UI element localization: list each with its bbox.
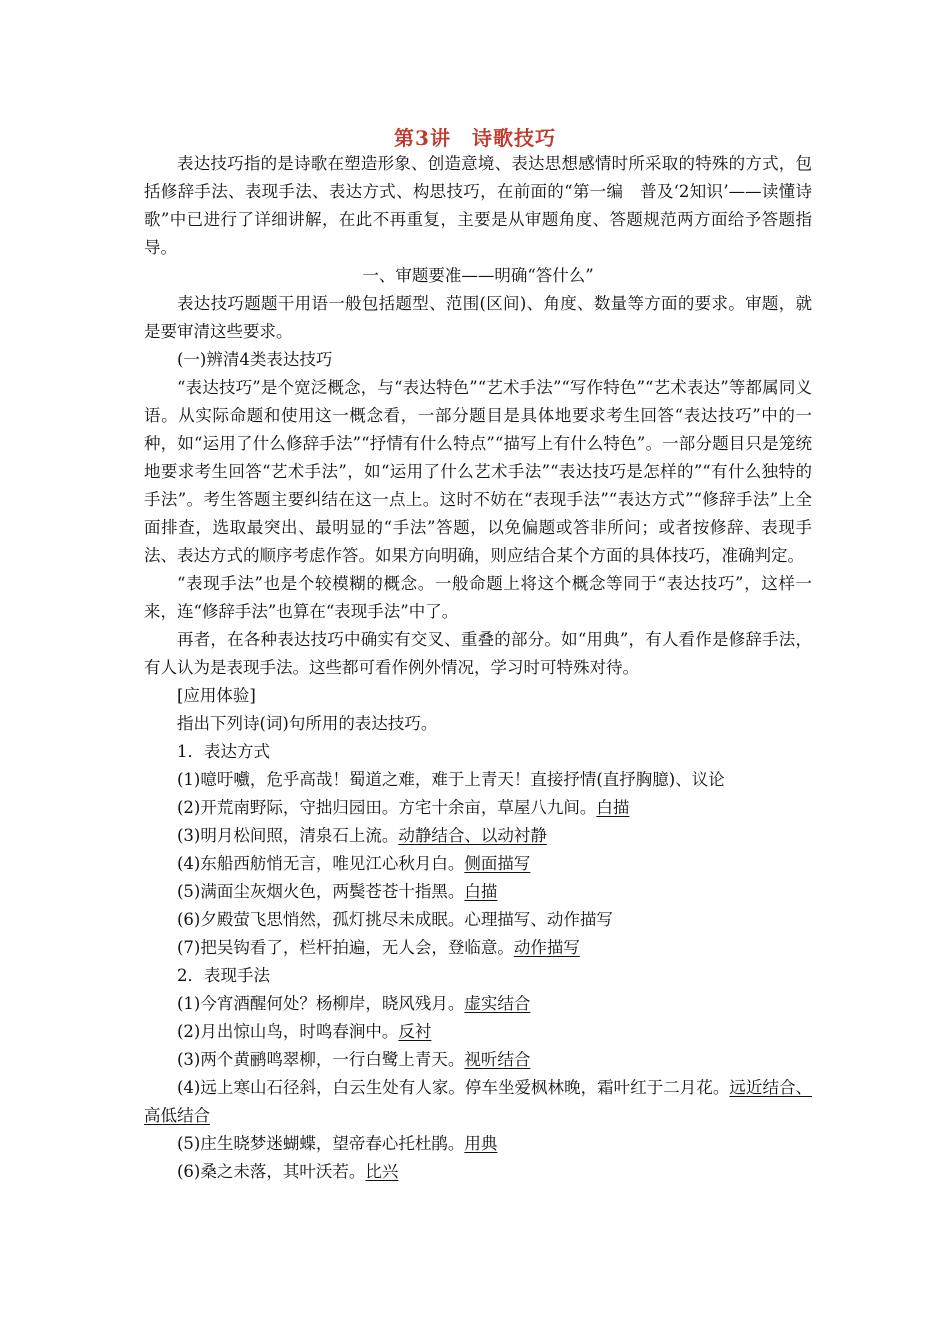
- exercise-question: (3)两个黄鹂鸣翠柳，一行白鹭上青天。: [177, 1050, 465, 1069]
- exercise-answer: 侧面描写: [464, 854, 531, 873]
- exercise-answer: 心理描写、动作描写: [464, 910, 613, 929]
- exercise-answer: 动静结合、以动衬静: [398, 826, 547, 845]
- exercise-question: (7)把吴钩看了，栏杆拍遍，无人会，登临意。: [177, 938, 514, 957]
- group-heading: 2．表现手法: [177, 966, 270, 985]
- exercise-answer: 视听结合: [464, 1050, 531, 1069]
- exercise-answer: 反衬: [398, 1022, 432, 1041]
- exercise-question: (1)今宵酒醒何处？杨柳岸，晓风残月。: [177, 994, 465, 1013]
- exercise-item: [144, 850, 812, 878]
- exercise-answer: 用典: [464, 1134, 498, 1153]
- exercise-item: [144, 934, 812, 962]
- exercise-item: [144, 1074, 812, 1130]
- exercise-answer: 白描: [596, 798, 630, 817]
- exercise-item: [144, 794, 812, 822]
- exercise-answer: 白描: [464, 882, 498, 901]
- paragraph-overlap: 再者，在各种表达技巧中确实有交叉、重叠的部分。如“用典”，有人看作是修辞手法，有人认为是表现手法。这些都可看作例外情况，学习时可特殊对待。: [144, 630, 812, 677]
- exercise-question: (4)远上寒山石径斜，白云生处有人家。停车坐爱枫林晚，霜叶红于二月花。: [177, 1078, 730, 1097]
- exercise-question: (6)桑之未落，其叶沃若。: [177, 1162, 366, 1181]
- exercise-question: (2)月出惊山鸟，时鸣春涧中。: [177, 1022, 399, 1041]
- intro-paragraph: 表达技巧指的是诗歌在塑造形象、创造意境、表达思想感情时所采取的特殊的方式，包括修辞手法、表现手法、表达方式、构思技巧，在前面的“第一编 普及‘2知识’——读懂诗歌”中已进行了详细讲解，在此不再重复，主要是从审题角度、答题规范两方面给予答题指导。: [144, 154, 812, 257]
- exercise-item: [144, 906, 812, 934]
- exercise-item: [144, 822, 812, 850]
- exercise-answer: 远近结合、高低结合: [144, 1078, 813, 1125]
- exercise-item: [144, 1018, 812, 1046]
- exercise-item: [144, 878, 812, 906]
- exercise-item: [144, 1158, 812, 1186]
- exercise-item: [144, 990, 812, 1018]
- exercise-answer: 虚实结合: [464, 994, 531, 1013]
- exercise-answer: 动作描写: [513, 938, 580, 957]
- paragraph-expression: “表现手法”也是个较模糊的概念。一般命题上将这个概念等同于“表达技巧”，这样一来，连“修辞手法”也算在“表现手法”中了。: [144, 574, 812, 621]
- exercise-item: [144, 766, 812, 794]
- practice-instruction: 指出下列诗(词)句所用的表达技巧。: [177, 714, 438, 733]
- exercise-question: (3)明月松间照，清泉石上流。: [177, 826, 399, 845]
- exercise-question: (6)夕殿萤飞思悄然，孤灯挑尽未成眠。: [177, 910, 465, 929]
- exercise-item: [144, 1046, 812, 1074]
- exercise-question: (4)东船西舫悄无言，唯见江心秋月白。: [177, 854, 465, 873]
- exercise-question: (5)满面尘灰烟火色，两鬓苍苍十指黑。: [177, 882, 465, 901]
- document-body: [144, 150, 812, 1186]
- page-title: 第3讲 诗歌技巧: [394, 126, 556, 150]
- group-heading: 1．表达方式: [177, 742, 270, 761]
- practice-label: [应用体验]: [177, 686, 256, 705]
- exercise-answer: 直接抒情(直抒胸臆)、议论: [530, 770, 725, 789]
- paragraph-concept: “表达技巧”是个宽泛概念，与“表达特色”“艺术手法”“写作特色”“艺术表达”等都属同义语。从实际命题和使用这一概念看，一部分题目是具体地要求考生回答“表达技巧”中的一种，如“运用了什么修辞手法”“抒情有什么特点”“描写上有什么特色”。一部分题目只是笼统地要求考生回答“艺术手法”，如“运用了什么艺术手法”“表达技巧是怎样的”“有什么独特的手法”。考生答题主要纠结在这一点上。这时不妨在“表现手法”“表达方式”“修辞手法”上全面排查，选取最突出、最明显的“手法”答题，以免偏题或答非所问；或者按修辞、表现手法、表达方式的顺序考虑作答。如果方向明确，则应结合某个方面的具体技巧，准确判定。: [144, 378, 812, 565]
- exercise-item: [144, 1130, 812, 1158]
- section-heading: 一、审题要准——明确“答什么”: [362, 266, 594, 285]
- exercise-answer: 比兴: [365, 1162, 399, 1181]
- exercise-question: (2)开荒南野际，守拙归园田。方宅十余亩，草屋八九间。: [177, 798, 597, 817]
- exercise-question: (1)噫吁嚱，危乎高哉！蜀道之难，难于上青天！: [177, 770, 531, 789]
- section-paragraph: 表达技巧题题干用语一般包括题型、范围(区间)、角度、数量等方面的要求。审题，就是要审清这些要求。: [144, 294, 812, 341]
- subheading: (一)辨清4类表达技巧: [177, 350, 333, 369]
- exercise-question: (5)庄生晓梦迷蝴蝶，望帝春心托杜鹃。: [177, 1134, 465, 1153]
